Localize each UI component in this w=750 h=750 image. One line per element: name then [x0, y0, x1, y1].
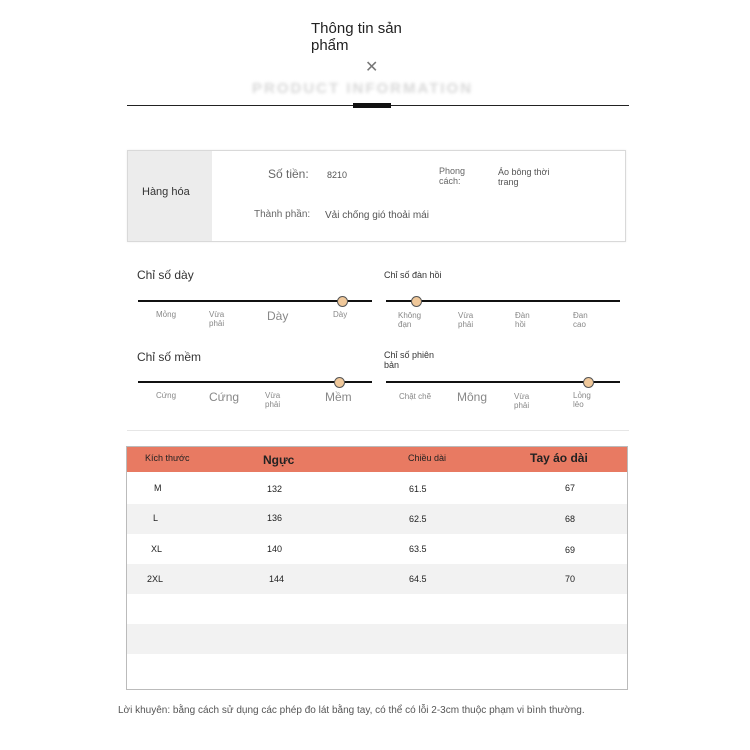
version-option-3: Vừa phải [514, 392, 530, 410]
elasticity-option-2: Vừa phải [458, 311, 474, 329]
cell-length: 61.5 [409, 484, 427, 494]
product-info-card [127, 150, 626, 242]
material-label: Thành phần: [254, 209, 311, 220]
table-row [127, 474, 627, 504]
thickness-option-1: Mỏng [156, 310, 177, 319]
cell-chest: 132 [267, 484, 283, 494]
header-chest: Ngực [263, 453, 295, 467]
cell-sleeve: 67 [565, 483, 576, 493]
cell-chest: 144 [269, 574, 285, 584]
size-table-header [127, 447, 627, 472]
table-row-empty [127, 624, 627, 654]
category-label: Hàng hóa [142, 186, 190, 198]
elasticity-option-1: Không đạn [398, 311, 422, 329]
cell-sleeve: 68 [565, 514, 576, 524]
version-index-title: Chỉ số phiên bản [384, 350, 435, 370]
material-value: Vải chống gió thoải mái [325, 210, 429, 221]
softness-slider-knob[interactable] [334, 377, 345, 388]
table-row [127, 504, 627, 534]
elasticity-option-4: Đan cao [573, 311, 588, 329]
cell-size: 2XL [147, 574, 164, 584]
version-slider-knob[interactable] [583, 377, 594, 388]
softness-option-1: Cứng [156, 391, 177, 400]
measurement-note: Lời khuyên: bằng cách sử dụng các phép đo lát bằng tay, có thể có lỗi 2-3cm thuộc phạm vi bình thường. [118, 705, 585, 716]
cell-length: 62.5 [409, 514, 427, 524]
ghost-subtitle: PRODUCT INFORMATION [252, 80, 474, 97]
thickness-option-3: Dày [267, 309, 289, 323]
version-option-4: Lỏng lẻo [573, 391, 591, 409]
table-row [127, 534, 627, 564]
softness-option-3: Vừa phải [265, 391, 281, 409]
thickness-option-4: Dày [333, 310, 348, 319]
category-panel [128, 151, 212, 241]
header-size: Kích thước [145, 453, 190, 463]
version-option-2: Mông [457, 390, 488, 404]
thickness-index-title: Chỉ số dày [137, 268, 194, 282]
size-table [126, 446, 628, 690]
softness-option-4: Mềm [325, 390, 352, 404]
cell-size: M [154, 483, 162, 493]
style-value: Áo bông thời trang [498, 167, 550, 187]
version-option-1: Chật chẽ [399, 392, 432, 401]
elasticity-option-3: Đàn hồi [515, 311, 530, 329]
cell-size: L [153, 513, 159, 523]
cell-length: 64.5 [409, 574, 427, 584]
section-divider [127, 430, 629, 431]
header-divider-accent [353, 103, 391, 108]
elasticity-index-title: Chỉ số đàn hồi [384, 270, 442, 280]
cell-chest: 140 [267, 544, 283, 554]
cell-size: XL [151, 544, 163, 554]
thickness-option-2: Vừa phải [209, 310, 225, 328]
header-length: Chiều dài [408, 453, 447, 463]
price-value: 8210 [327, 170, 348, 180]
cell-chest: 136 [267, 513, 283, 523]
softness-option-2: Cứng [209, 390, 240, 404]
table-row [127, 564, 627, 594]
thickness-slider-knob[interactable] [337, 296, 348, 307]
header-sleeve: Tay áo dài [530, 451, 588, 465]
cell-sleeve: 69 [565, 545, 576, 555]
close-icon[interactable]: ✕ [365, 59, 379, 76]
table-row-empty [127, 594, 627, 624]
price-label: Số tiền: [268, 167, 309, 181]
cell-length: 63.5 [409, 544, 427, 554]
softness-index-title: Chỉ số mềm [137, 350, 202, 364]
elasticity-slider-knob[interactable] [411, 296, 422, 307]
cell-sleeve: 70 [565, 574, 576, 584]
style-label: Phong cách: [439, 166, 466, 186]
page-title: Thông tin sản phẩm [311, 20, 402, 54]
